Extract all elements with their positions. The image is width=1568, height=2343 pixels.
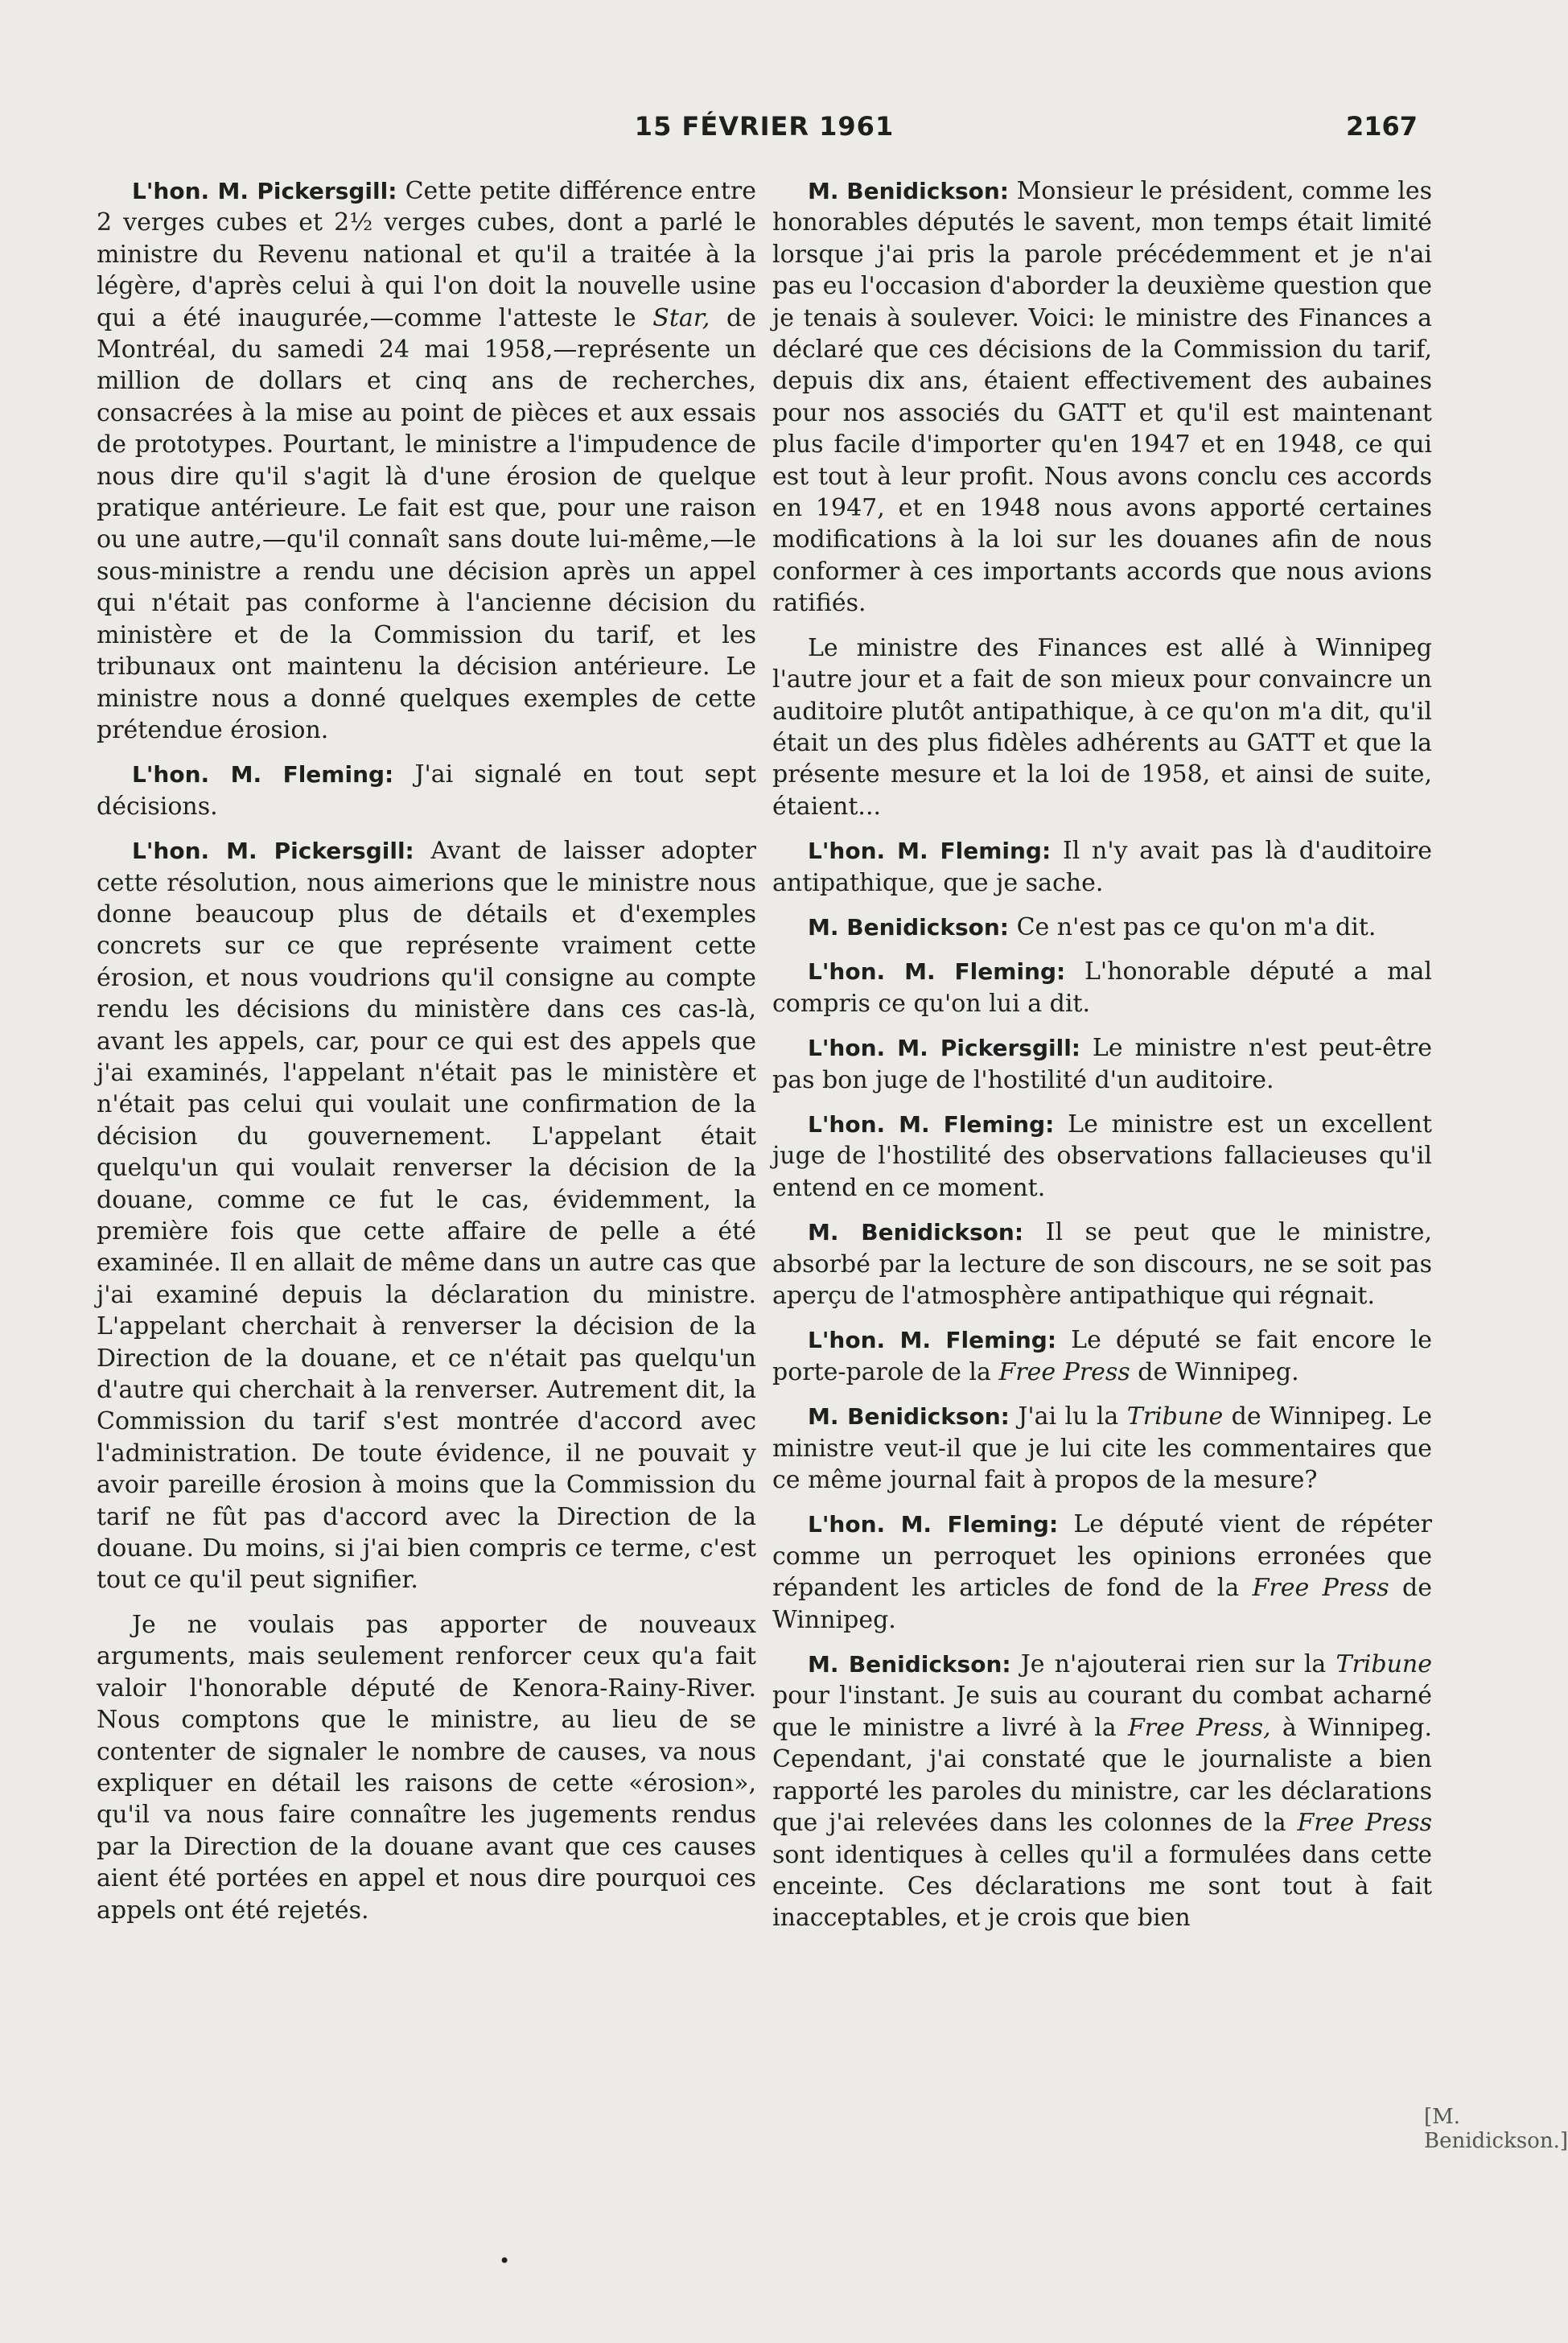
paragraph-text: Je n'ajouterai rien sur la [1020, 1650, 1336, 1679]
continuation-note: [M. Benidickson.] [1424, 2105, 1568, 2153]
speaker-name: M. Benidickson: [808, 1651, 1011, 1678]
paragraph [772, 1032, 1432, 1096]
paragraph-text: de Winnipeg. [1130, 1357, 1299, 1386]
italic-text: Free Press [1252, 1574, 1389, 1603]
paragraph [772, 1401, 1432, 1496]
italic-text: Free Press [998, 1357, 1130, 1386]
speaker-name: L'hon. M. Pickersgill: [132, 178, 397, 204]
paragraph-text: Ce n'est pas ce qu'on m'a dit. [1016, 912, 1377, 941]
speaker-name: L'hon. M. Fleming: [808, 1327, 1057, 1354]
speaker-name: L'hon. M. Fleming: [132, 761, 394, 789]
paragraph-text: Monsieur le président, comme les honorables députés le savent, mon temps était limité lorsque j'ai pris la parole précédemment et je n'ai pas eu l'occasion d'aborder la deuxième question que je tenais à soulever. Voici: le ministre des Finances a déclaré que ces décisions de la Commission du tarif, depuis dix ans, étaient effectivement des aubaines pour nos associés du GATT et qu'il est maintenant plus facile d'importer qu'en 1947 et en 1948, ce qui est tout à leur profit. Nous avons conclu ces accords en 1947, et en 1948 nous avons apporté certaines modifications à la loi sur les douanes afin de nous conformer à ces importants accords que nous avions ratifiés. [772, 177, 1432, 618]
paragraph-text: J'ai lu la [1018, 1402, 1127, 1431]
italic-text: Free Press [1297, 1809, 1432, 1838]
paragraph [772, 1509, 1432, 1636]
page-date: 15 FÉVRIER 1961 [634, 111, 895, 142]
paragraph [772, 912, 1432, 943]
page-number: 2167 [1345, 111, 1418, 142]
paragraph [772, 632, 1432, 822]
printer-mark: • [499, 2250, 511, 2272]
paragraph [772, 1324, 1432, 1388]
paragraph-text: Le député vient de répéter comme un perroquet les opinions erronées que répandent les articles de fond de la [772, 1510, 1433, 1603]
speaker-name: L'hon. M. Fleming: [808, 838, 1052, 865]
paragraph [97, 835, 756, 1596]
speaker-name: M. Benidickson: [808, 1219, 1024, 1246]
speaker-name: L'hon. M. Fleming: [808, 958, 1066, 986]
paragraph-text: J'ai signalé en tout sept décisions. [97, 760, 756, 821]
paragraph [772, 175, 1432, 620]
page-header [0, 111, 1529, 151]
speaker-name: M. Benidickson: [808, 1403, 1010, 1431]
paragraph-text: de Montréal, du samedi 24 mai 1958,—représente un million de dollars et cinq ans de recherches, consacrées à la mise au point de pièces et aux essais de prototypes. Pourtant, le ministre a l'impudence de nous dire qu'il s'agit là d'une érosion de quelque pratique antérieure. Le fait est que, pour une raison ou une autre,—qu'il connaît sans doute lui-même,—le sous-ministre a rendu une décision après un appel qui n'était pas conforme à l'ancienne décision du ministère et de la Commission du tarif, et les tribunaux ont maintenu la décision antérieure. Le ministre nous a donné quelques exemples de cette prétendue érosion. [97, 303, 756, 744]
paragraph-text: Cette petite différence entre 2 verges cubes et 2½ verges cubes, dont a parlé le ministre du Revenu national et qu'il a traitée à la légère, d'après celui à qui l'on doit la nouvelle usine qui a été inaugurée,—comme l'atteste le [97, 177, 756, 332]
speaker-name: M. Benidickson: [808, 913, 1010, 941]
paragraph-text: de Winnipeg. Le ministre veut-il que je lui cite les commentaires que ce même journal fait à propos de la mesure? [772, 1402, 1432, 1495]
paragraph-text: L'honorable député a mal compris ce qu'on lui a dit. [772, 957, 1432, 1018]
italic-text: Tribune [1335, 1650, 1432, 1679]
paragraph [772, 1649, 1432, 1934]
italic-text: Free Press, [1127, 1713, 1271, 1742]
paragraph [772, 1109, 1432, 1204]
paragraph-text: pour l'instant. Je suis au courant du combat acharné que le ministre a livré à la [772, 1682, 1432, 1742]
paragraph-text: de Winnipeg. [772, 1574, 1432, 1634]
paragraph [772, 956, 1432, 1019]
speaker-name: L'hon. M. Fleming: [808, 1110, 1055, 1138]
paragraph-text: Le ministre n'est peut-être pas bon juge de l'hostilité d'un auditoire. [772, 1034, 1432, 1094]
paragraph [97, 175, 756, 746]
speaker-name: L'hon. M. Pickersgill: [808, 1035, 1080, 1062]
paragraph-text: à Winnipeg. Cependant, j'ai constaté que le journaliste a bien rapporté les paroles du ministre, car les déclarations que j'ai relevées dans les colonnes de la [772, 1713, 1432, 1838]
paragraph-text: Il n'y avait pas là d'auditoire antipathique, que je sache. [772, 837, 1433, 897]
italic-text: Star, [652, 303, 710, 332]
paragraph-text: Le ministre des Finances est allé à Winnipeg l'autre jour et a fait de son mieux pour convaincre un auditoire plutôt antipathique, à ce qu'on m'a dit, qu'il était un des plus fidèles adhérents au GATT et que la présente mesure et la loi de 1958, et ainsi de suite, étaient... [772, 633, 1432, 821]
paragraph-text: Le ministre est un excellent juge de l'hostilité des observations fallacieuses qu'il entend en ce moment. [772, 1110, 1432, 1202]
paragraph-text: Le député se fait encore le porte-parole de la [772, 1326, 1432, 1386]
speaker-name: L'hon. M. Pickersgill: [132, 838, 414, 865]
italic-text: Tribune [1126, 1402, 1224, 1431]
paragraph [772, 1217, 1432, 1312]
paragraph [97, 1609, 756, 1926]
right-column [772, 175, 1432, 1947]
paragraph-text: Je ne voulais pas apporter de nouveaux arguments, mais seulement renforcer ceux qu'a fait valoir l'honorable député de Kenora-Rainy-River. Nous comptons que le ministre, au lieu de se contenter de signaler le nombre de causes, va nous expliquer en détail les raisons de cette «érosion», qu'il va nous faire connaître les jugements rendus par la Direction de la douane avant que ces causes aient été portées en appel et nous dire pourquoi ces appels ont été rejetés. [97, 1610, 756, 1925]
paragraph-text: Il se peut que le ministre, absorbé par la lecture de son discours, ne se soit pas aperçu de l'atmosphère antipathique qui régnait. [772, 1218, 1432, 1310]
paragraph-text: Avant de laisser adopter cette résolution, nous aimerions que le ministre nous donne beaucoup plus de détails et d'exemples concrets sur ce que représente vraiment cette érosion, et nous voudrions qu'il consigne au compte rendu les décisions du ministère dans ces cas-là, avant les appels, car, pour ce qui est des appels que j'ai examinés, l'appelant n'était pas le ministère et n'était pas celui qui voulait une confirmation de la décision du gouvernement. L'appelant était quelqu'un qui voulait renverser la décision de la douane, comme ce fut le cas, évidemment, la première fois que cette affaire de pelle a été examinée. Il en allait de même dans un autre cas que j'ai examiné depuis la déclaration du ministre. L'appelant cherchait à renverser la décision de la Direction de la douane, et ce n'était pas quelqu'un d'autre qui cherchait à la renverser. Autrement dit, la Commission du tarif s'est montrée d'accord avec l'administration. De toute évidence, il ne pouvait y avoir pareille érosion à moins que la Commission du tarif ne fût pas d'accord avec la Direction de la douane. Du moins, si j'ai bien compris ce terme, c'est tout ce qu'il peut signifier. [97, 837, 756, 1595]
speaker-name: M. Benidickson: [808, 178, 1010, 204]
paragraph-text: sont identiques à celles qu'il a formulées dans cette enceinte. Ces déclarations me sont tout à fait inacceptables, et je crois que bien [772, 1840, 1432, 1933]
paragraph [97, 759, 756, 822]
left-column [97, 175, 756, 1939]
paragraph [772, 835, 1432, 899]
speaker-name: L'hon. M. Fleming: [808, 1511, 1059, 1538]
